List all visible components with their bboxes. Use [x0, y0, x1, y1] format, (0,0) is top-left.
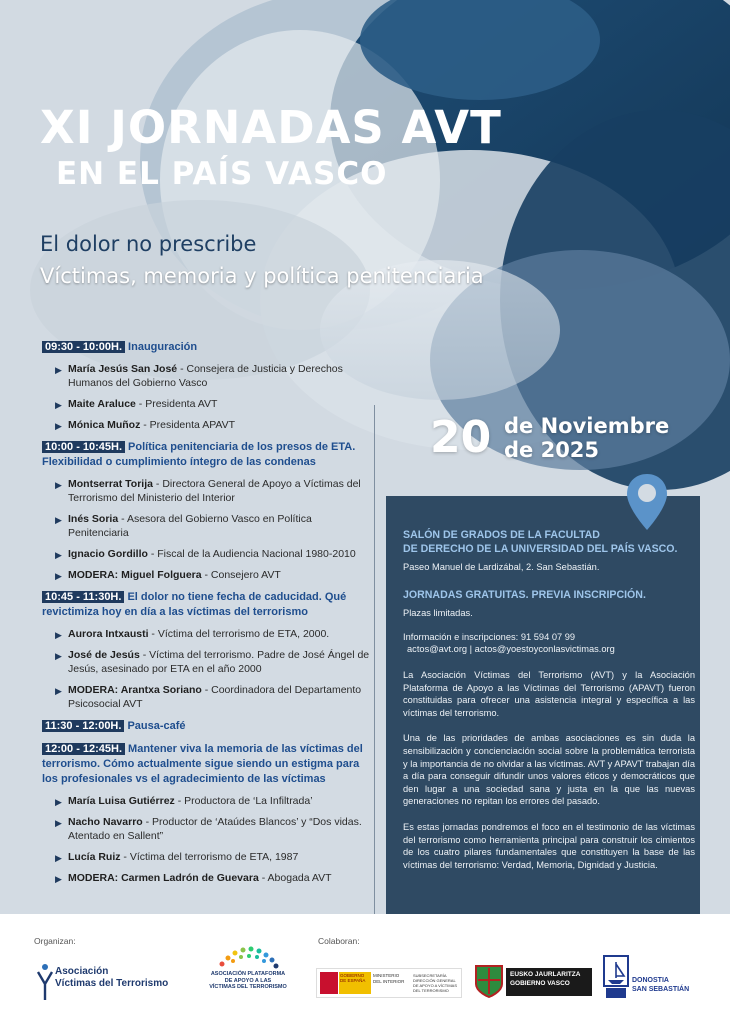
- slot-time: 11:30 - 12:00H.: [42, 720, 124, 732]
- speaker-item: [42, 648, 372, 676]
- subtitle-line-2: Víctimas, memoria y política penitenciaria: [40, 264, 484, 288]
- arrow-right-icon: ▶: [55, 421, 62, 431]
- divider-line: [374, 405, 375, 915]
- slot-title: Pausa-café: [127, 720, 186, 732]
- collab-label: Colaboran:: [318, 936, 360, 946]
- title-line-2: EN EL PAÍS VASCO: [56, 156, 388, 192]
- free-notice: JORNADAS GRATUITAS. PREVIA INSCRIPCIÓN.: [403, 588, 646, 601]
- arrow-right-icon: ▶: [55, 630, 62, 640]
- footer: [0, 914, 730, 1024]
- program-slot: [42, 719, 372, 734]
- speaker-role: - Coordinadora del Departamento Psicosocial AVT: [68, 684, 362, 710]
- speaker-item: [42, 397, 372, 411]
- speaker-item: [42, 815, 372, 843]
- avt-logo: [36, 962, 196, 1008]
- speaker-name: Montserrat Torija: [68, 478, 153, 490]
- date-month: de Noviembre: [504, 414, 670, 438]
- speaker-item: [42, 627, 372, 641]
- speaker-name: Lucía Ruiz: [68, 851, 121, 863]
- program-slot: [42, 590, 372, 711]
- avt-name-line-1: Asociación: [55, 966, 109, 977]
- program-schedule: [42, 340, 372, 893]
- slot-title: Inauguración: [128, 341, 198, 353]
- gobierno-espana-logo: [316, 968, 462, 998]
- arrow-right-icon: ▶: [55, 797, 62, 807]
- program-slot: [42, 440, 372, 582]
- ej-line-1: EUSKO JAURLARITZA: [510, 971, 581, 978]
- speaker-role: - Productora de ‘La Infiltrada’: [174, 795, 313, 807]
- speaker-item: [42, 683, 372, 711]
- slot-heading: [42, 742, 372, 787]
- speaker-role: - Presidenta AVT: [135, 398, 218, 410]
- arrow-right-icon: ▶: [55, 550, 62, 560]
- speaker-name: MODERA: Miguel Folguera: [68, 569, 202, 581]
- program-slot: [42, 340, 372, 432]
- ds-line-2: SAN SEBASTIÁN: [632, 986, 690, 993]
- speaker-item: [42, 418, 372, 432]
- apavt-line-1: ASOCIACIÓN PLATAFORMA: [210, 971, 286, 977]
- arrow-right-icon: ▶: [55, 818, 62, 828]
- slot-heading: [42, 590, 372, 620]
- arrow-right-icon: ▶: [55, 874, 62, 884]
- venue-line-1: SALÓN DE GRADOS DE LA FACULTAD: [403, 529, 600, 541]
- apavt-line-3: VÍCTIMAS DEL TERRORISMO: [209, 984, 287, 990]
- speaker-name: Nacho Navarro: [68, 816, 143, 828]
- avt-name-line-2: Víctimas del Terrorismo: [55, 978, 169, 989]
- arrow-right-icon: ▶: [55, 515, 62, 525]
- avt-figure-icon: [36, 962, 54, 1002]
- speaker-name: Ignacio Gordillo: [68, 548, 148, 560]
- ds-line-1: DONOSTIA: [632, 977, 669, 984]
- speaker-name: Aurora Intxausti: [68, 628, 149, 640]
- speaker-role: - Víctima del terrorismo de ETA, 1987: [120, 851, 299, 863]
- speaker-name: María Jesús San José: [68, 363, 178, 375]
- speaker-name: María Luisa Gutiérrez: [68, 795, 175, 807]
- speaker-role: - Consejera de Justicia y Derechos Humanos del Gobierno Vasco: [68, 363, 343, 389]
- title-line-1: XI JORNADAS AVT: [40, 101, 502, 154]
- slot-heading: [42, 340, 372, 355]
- speaker-item: [42, 850, 372, 864]
- apavt-dots-icon: [208, 944, 288, 970]
- speaker-role: - Presidenta APAVT: [140, 419, 236, 431]
- basque-shield-icon: [474, 964, 504, 998]
- speaker-name: Inés Soria: [68, 513, 119, 525]
- eusko-jaurlaritza-logo: [474, 964, 596, 1000]
- slot-title: El dolor no tiene fecha de caducidad. Qué revictimiza hoy en día a las víctimas del terrorismo: [42, 591, 347, 618]
- speaker-role: - Consejero AVT: [201, 569, 281, 581]
- donostia-emblem-icon: [602, 954, 630, 1002]
- location-pin-icon: [624, 472, 670, 532]
- slot-time: 10:45 - 11:30H.: [42, 591, 124, 603]
- about-paragraph-1: La Asociación Víctimas del Terrorismo (AVT) y la Asociación Plataforma de Apoyo a las Víctimas del Terrorismo (APAVT) fueron constituidas para ofrecer una asistencia integral y específica a las víctimas del terrorismo.: [403, 669, 695, 718]
- date-year: de 2025: [504, 438, 600, 462]
- slot-heading: [42, 440, 372, 470]
- arrow-right-icon: ▶: [55, 480, 62, 490]
- slot-title: Mantener viva la memoria de las víctimas del terrorismo. Cómo actualmente sigue siendo un estigma para los profesionales vs el agradecimiento de las víctimas: [42, 743, 363, 785]
- speaker-role: - Víctima del terrorismo de ETA, 2000.: [148, 628, 330, 640]
- info-phone: Información e inscripciones: 91 594 07 99: [403, 631, 576, 642]
- program-slot: [42, 742, 372, 885]
- info-panel: [386, 496, 700, 914]
- arrow-right-icon: ▶: [55, 571, 62, 581]
- subtitle: [40, 228, 484, 292]
- gobierno-label: GOBIERNO DE ESPAÑA: [339, 972, 371, 994]
- speaker-role: - Asesora del Gobierno Vasco en Política Penitenciaria: [68, 513, 312, 539]
- contact-emails[interactable]: actos@avt.org | actos@yoestoyconlasvictimas.org: [407, 644, 615, 655]
- arrow-right-icon: ▶: [55, 853, 62, 863]
- speaker-name: Maite Araluce: [68, 398, 136, 410]
- speaker-item: [42, 568, 372, 582]
- venue-address: Paseo Manuel de Lardizábal, 2. San Sebastián.: [403, 562, 600, 572]
- ministerio-label: MINISTERIO DEL INTERIOR: [373, 973, 405, 984]
- speaker-role: - Víctima del terrorismo. Padre de José Ángel de Jesús, asesinado por ETA en el año 2000: [68, 649, 370, 675]
- slot-time: 10:00 - 10:45H.: [42, 441, 125, 453]
- slot-heading: [42, 719, 372, 734]
- apavt-line-2: DE APOYO A LAS: [224, 977, 272, 984]
- venue: [403, 528, 695, 556]
- speaker-item: [42, 512, 372, 540]
- slot-title: Política penitenciaria de los presos de ETA. Flexibilidad o cumplimiento íntegro de las condenas: [42, 441, 356, 468]
- slot-time: 12:00 - 12:45H.: [42, 743, 125, 755]
- venue-line-2: DE DERECHO DE LA UNIVERSIDAD DEL PAÍS VASCO.: [403, 543, 678, 555]
- arrow-right-icon: ▶: [55, 686, 62, 696]
- speaker-role: - Productor de ‘Ataúdes Blancos’ y “Dos vidas. Atentado en Sallent”: [68, 816, 362, 842]
- about-paragraph-2: Una de las prioridades de ambas asociaciones es sin duda la sensibilización y concienciación social sobre la problemática terrorista y la importancia de no olvidar a las víctimas. AVT y APAVT trabajan día a día para conseguir difundir unos valores éticos y democráticos que den lugar a una sociedad sana y justa en la que las nuevas generaciones no repitan los errores del pasado.: [403, 733, 695, 807]
- about-paragraph-3: Es estas jornadas pondremos el foco en el testimonio de las víctimas del terrorismo como herramienta principal para construir los cimientos de los cuatro pilares fundamentales que constituyen la base de las víctimas del terrorismo: Verdad, Memoria, Dignidad y Justicia.: [403, 821, 695, 870]
- speaker-item: [42, 477, 372, 505]
- speaker-name: Mónica Muñoz: [68, 419, 141, 431]
- arrow-right-icon: ▶: [55, 400, 62, 410]
- speaker-name: MODERA: Arantxa Soriano: [68, 684, 202, 696]
- speaker-item: [42, 871, 372, 885]
- subtitle-line-1: El dolor no prescribe: [40, 232, 257, 256]
- arrow-right-icon: ▶: [55, 365, 62, 375]
- main-title: [40, 102, 502, 194]
- ej-line-2: GOBIERNO VASCO: [510, 980, 570, 987]
- speaker-name: José de Jesús: [68, 649, 140, 661]
- apavt-logo: [208, 944, 288, 1012]
- subsecretaria-label: SUBSECRETARÍA DIRECCIÓN GENERAL DE APOYO A VÍCTIMAS DEL TERRORISMO: [413, 973, 458, 993]
- speaker-role: - Abogada AVT: [258, 872, 332, 884]
- organize-label: Organizan:: [34, 936, 76, 946]
- slot-time: 09:30 - 10:00H.: [42, 341, 125, 353]
- speaker-item: [42, 362, 372, 390]
- date-day: 20: [430, 412, 492, 463]
- speaker-item: [42, 794, 372, 808]
- speaker-role: - Fiscal de la Audiencia Nacional 1980-2010: [147, 548, 356, 560]
- limited-places: Plazas limitadas.: [403, 608, 473, 619]
- speaker-name: MODERA: Carmen Ladrón de Guevara: [68, 872, 259, 884]
- speaker-item: [42, 547, 372, 561]
- speaker-role: - Directora General de Apoyo a Víctimas del Terrorismo del Ministerio del Interior: [68, 478, 361, 504]
- spain-shield-icon: [320, 972, 338, 994]
- donostia-logo: [602, 954, 698, 1004]
- arrow-right-icon: ▶: [55, 651, 62, 661]
